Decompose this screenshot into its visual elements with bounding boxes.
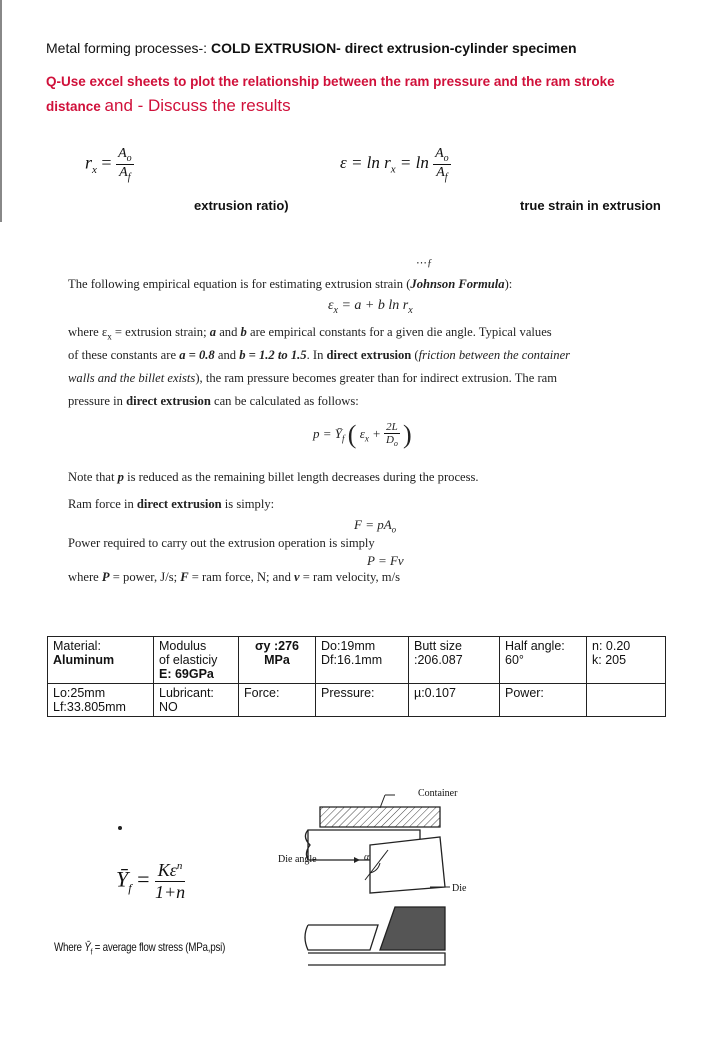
- paragraph-line-3: walls and the billet exists), the ram pressure becomes greater than for indirect extrusion. The ram: [68, 371, 558, 385]
- paragraph-line-2: of these constants are a = 0.8 and b = 1.2 to 1.5. In direct extrusion (friction between the container: [68, 348, 571, 362]
- paragraph-line-1: where $\varepsilon_x$ = extrusion strain; a and b are empirical constants for a given die angle. Typical values: [68, 325, 552, 342]
- stray-dot: [118, 826, 122, 830]
- diameter-cell: Do:19mm Df:16.1mm: [316, 637, 409, 684]
- note-line: Note that p is reduced as the remaining billet length decreases during the process.: [68, 470, 479, 484]
- question-line-1: Q-Use excel sheets to plot the relationship between the ram pressure and the ram stroke: [46, 74, 615, 89]
- true-strain-label: true strain in extrusion: [520, 198, 661, 213]
- container-label: Container: [418, 788, 458, 799]
- extrusion-ratio-formula: $r_x$ = $\frac{A_o}{A_f}$: [85, 146, 132, 183]
- table-row: [48, 637, 666, 684]
- stray-mark: ⋯ƒ: [416, 257, 433, 269]
- material-cell: Material: Aluminum: [48, 637, 154, 684]
- page-title: Metal forming processes-: COLD EXTRUSION- direct extrusion-cylinder specimen: [46, 40, 577, 56]
- johnson-intro: The following empirical equation is for estimating extrusion strain (Johnson Formula):: [68, 277, 513, 291]
- container-wall-top: [320, 807, 440, 827]
- length-cell: Lo:25mm Lf:33.805mm: [48, 684, 154, 717]
- empty-cell: [587, 684, 666, 717]
- where-line: where P = power, J/s; F = ram force, N; and v = ram velocity, m/s: [68, 570, 400, 584]
- ram-force-line: Ram force in direct extrusion is simply:: [68, 497, 275, 511]
- power-line: Power required to carry out the extrusion operation is simply: [68, 536, 375, 550]
- die-label: Die: [452, 883, 467, 894]
- table-row: [48, 684, 666, 717]
- lubricant-cell: Lubricant: NO: [154, 684, 239, 717]
- yield-stress-cell: σy :276 MPa: [239, 637, 316, 684]
- half-angle-cell: Half angle: 60°: [500, 637, 587, 684]
- billet-lower: [305, 925, 378, 950]
- n-k-cell: n: 0.20 k: 205: [587, 637, 666, 684]
- left-margin-rule: [0, 0, 2, 222]
- power-cell: Power:: [500, 684, 587, 717]
- butt-size-cell: Butt size :206.087: [409, 637, 500, 684]
- power-equation: P = Fv: [367, 553, 404, 568]
- container-leader: [380, 795, 385, 808]
- question-line-2: distance and - Discuss the results: [46, 96, 291, 115]
- extrusion-ratio-label: extrusion ratio): [194, 198, 289, 213]
- force-equation: $F = pA_o$: [354, 517, 397, 535]
- die-upper: [370, 837, 445, 893]
- die-angle-label: Die angle: [278, 854, 317, 865]
- extrusion-diagram: [270, 775, 530, 985]
- flow-stress-where: Where $Ȳ_f$ = average flow stress (MPa,psi): [54, 940, 226, 957]
- friction-cell: µ:0.107: [409, 684, 500, 717]
- flow-stress-formula: $Ȳ_f$ = $\frac{K\varepsilon^n}{1+n}$: [116, 860, 186, 902]
- extruded-part: [308, 953, 445, 965]
- die-lower: [380, 907, 445, 950]
- alpha-symbol: α: [364, 852, 370, 863]
- pressure-cell: Pressure:: [316, 684, 409, 717]
- johnson-equation: $\varepsilon_x = a + b$ $\ln r_x$: [328, 298, 413, 316]
- true-strain-formula: $\varepsilon = \ln r_x = \ln$ $\frac{A_o}{A_f}$: [340, 146, 449, 183]
- ram-pressure-equation: $p = Ȳ_f$ ( $\varepsilon_x$ + $\frac{2L}{D_o}$ ): [313, 420, 412, 449]
- paragraph-line-4: pressure in direct extrusion can be calculated as follows:: [68, 394, 359, 408]
- parameters-table: [47, 636, 666, 717]
- modulus-cell: Modulus of elasticiy E: 69GPa: [154, 637, 239, 684]
- force-cell: Force:: [239, 684, 316, 717]
